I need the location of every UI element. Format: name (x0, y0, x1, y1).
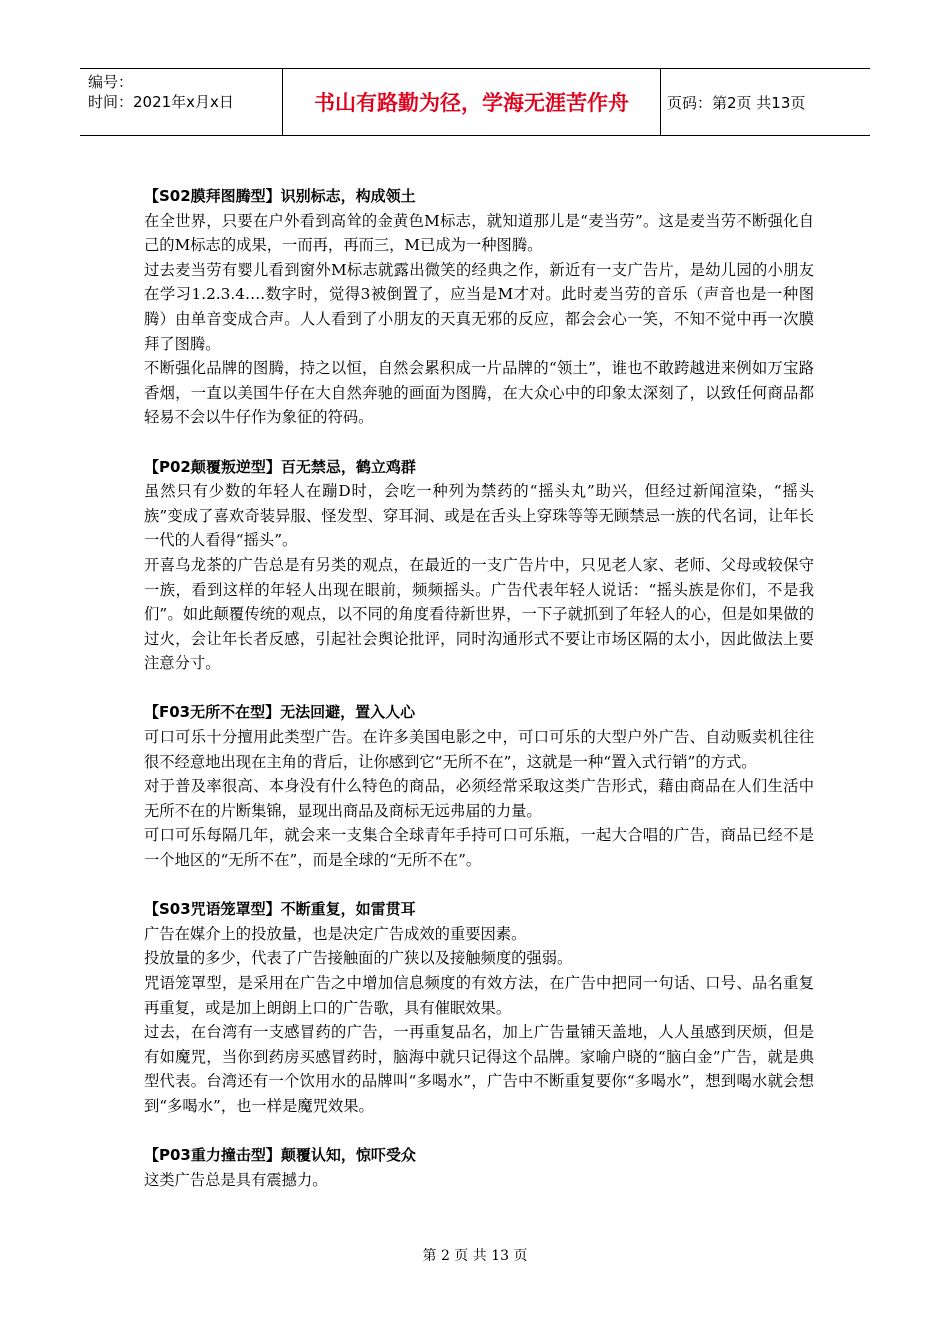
page-footer: 第 2 页 共 13 页 (422, 1248, 528, 1264)
paragraph: 广告在媒介上的投放量，也是决定广告成效的重要因素。 (144, 924, 527, 943)
paragraph: 过去，在台湾有一支感冒药的广告，一再重复品名，加上广告量铺天盖地，人人虽感到厌烦，但是有如魔咒，当你到药房买感冒药时，脑海中就只记得这个品牌。家喻户晓的“脑白金”广告，就是典型代表。台湾还有一个饮用水的品牌叫“多喝水”，广告中不断重复要你“多喝水”，想到喝水就会想到“多喝水”，也一样是魔咒效果。 (144, 1023, 814, 1115)
header-motto: 书山有路勤为径，学海无涯苦作舟 (283, 69, 661, 135)
header-meta (80, 69, 283, 135)
paragraph: 投放量的多少，代表了广告接触面的广狭以及接触频度的强弱。 (144, 949, 573, 968)
section-s03 (144, 897, 814, 1118)
document-body (144, 184, 814, 1217)
section-title: 【S03咒语笼罩型】不断重复，如雷贯耳 (144, 900, 416, 919)
paragraph: 咒语笼罩型，是采用在广告之中增加信息频度的有效方法，在广告中把同一句话、口号、品名重复再重复，或是加上朗朗上口的广告歌，具有催眠效果。 (144, 974, 814, 1017)
section-title: 【S02膜拜图腾型】识别标志，构成领土 (144, 187, 416, 205)
section-title: 【F03无所不在型】无法回避，置入人心 (144, 703, 416, 722)
paragraph: 不断强化品牌的图腾，持之以恒，自然会累积成一片品牌的“领土”，谁也不敢跨越进来例如万宝路香烟，一直以美国牛仔在大自然奔驰的画面为图腾，在大众心中的印象太深刻了，以致任何商品都轻易不会以牛仔作为象征的符码。 (144, 359, 814, 427)
paragraph: 虽然只有少数的年轻人在蹦D时，会吃一种列为禁药的“摇头丸”助兴，但经过新闻渲染，“摇头族”变成了喜欢奇装异服、怪发型、穿耳洞、或是在舌头上穿珠等等无顾禁忌一族的代名词，让年长一代的人看得“摇头”。 (144, 482, 814, 550)
doc-date-label: 时间：2021年x月x日 (88, 93, 234, 111)
paragraph: 过去麦当劳有婴儿看到窗外M标志就露出微笑的经典之作，新近有一支广告片，是幼儿园的小朋友在学习1.2.3.4….数字时，觉得3被倒置了，应当是M才对。此时麦当劳的音乐（声音也是一种图腾）由单音变成合声。人人看到了小朋友的天真无邪的反应，都会会心一笑，不知不觉中再一次膜拜了图腾。 (144, 260, 814, 353)
section-s02 (144, 184, 814, 430)
doc-number-label: 编号： (88, 73, 134, 91)
page-header (80, 68, 870, 136)
section-f03 (144, 700, 814, 872)
paragraph: 对于普及率很高、本身没有什么特色的商品，必须经常采取这类广告形式，藉由商品在人们生活中无所不在的片断集锦，显现出商品及商标无远弗届的力量。 (144, 777, 814, 820)
section-title: 【P02颠覆叛逆型】百无禁忌，鹤立鸡群 (144, 457, 416, 476)
paragraph: 这类广告总是具有震撼力。 (144, 1170, 328, 1189)
paragraph: 可口可乐每隔几年，就会来一支集合全球青年手持可口可乐瓶，一起大合唱的广告，商品已经不是一个地区的“无所不在”，而是全球的“无所不在”。 (144, 826, 814, 870)
paragraph: 在全世界，只要在户外看到高耸的金黄色M标志，就知道那儿是“麦当劳”。这是麦当劳不断强化自己的M标志的成果，一而再，再而三，M已成为一种图腾。 (144, 211, 814, 255)
header-page-info: 页码：第2页 共13页 (667, 93, 806, 112)
section-p02 (144, 455, 814, 676)
paragraph: 可口可乐十分擅用此类型广告。在许多美国电影之中，可口可乐的大型户外广告、自动贩卖机往往很不经意地出现在主角的背后，让你感到它“无所不在”，这就是一种“置入式行销”的方式。 (144, 728, 814, 771)
paragraph: 开喜乌龙茶的广告总是有另类的观点，在最近的一支广告片中，只见老人家、老师、父母或较保守一族，看到这样的年轻人出现在眼前，频频摇头。广告代表年轻人说话：“摇头族是你们，不是我们”。如此颠覆传统的观点，以不同的角度看待新世界，一下子就抓到了年轻人的心，但是如果做的过火，会让年长者反感，引起社会舆论批评，同时沟通形式不要让市场区隔的太小，因此做法上要注意分寸。 (144, 555, 814, 673)
section-p03 (144, 1143, 814, 1192)
section-title: 【P03重力撞击型】颠覆认知，惊吓受众 (144, 1146, 416, 1165)
